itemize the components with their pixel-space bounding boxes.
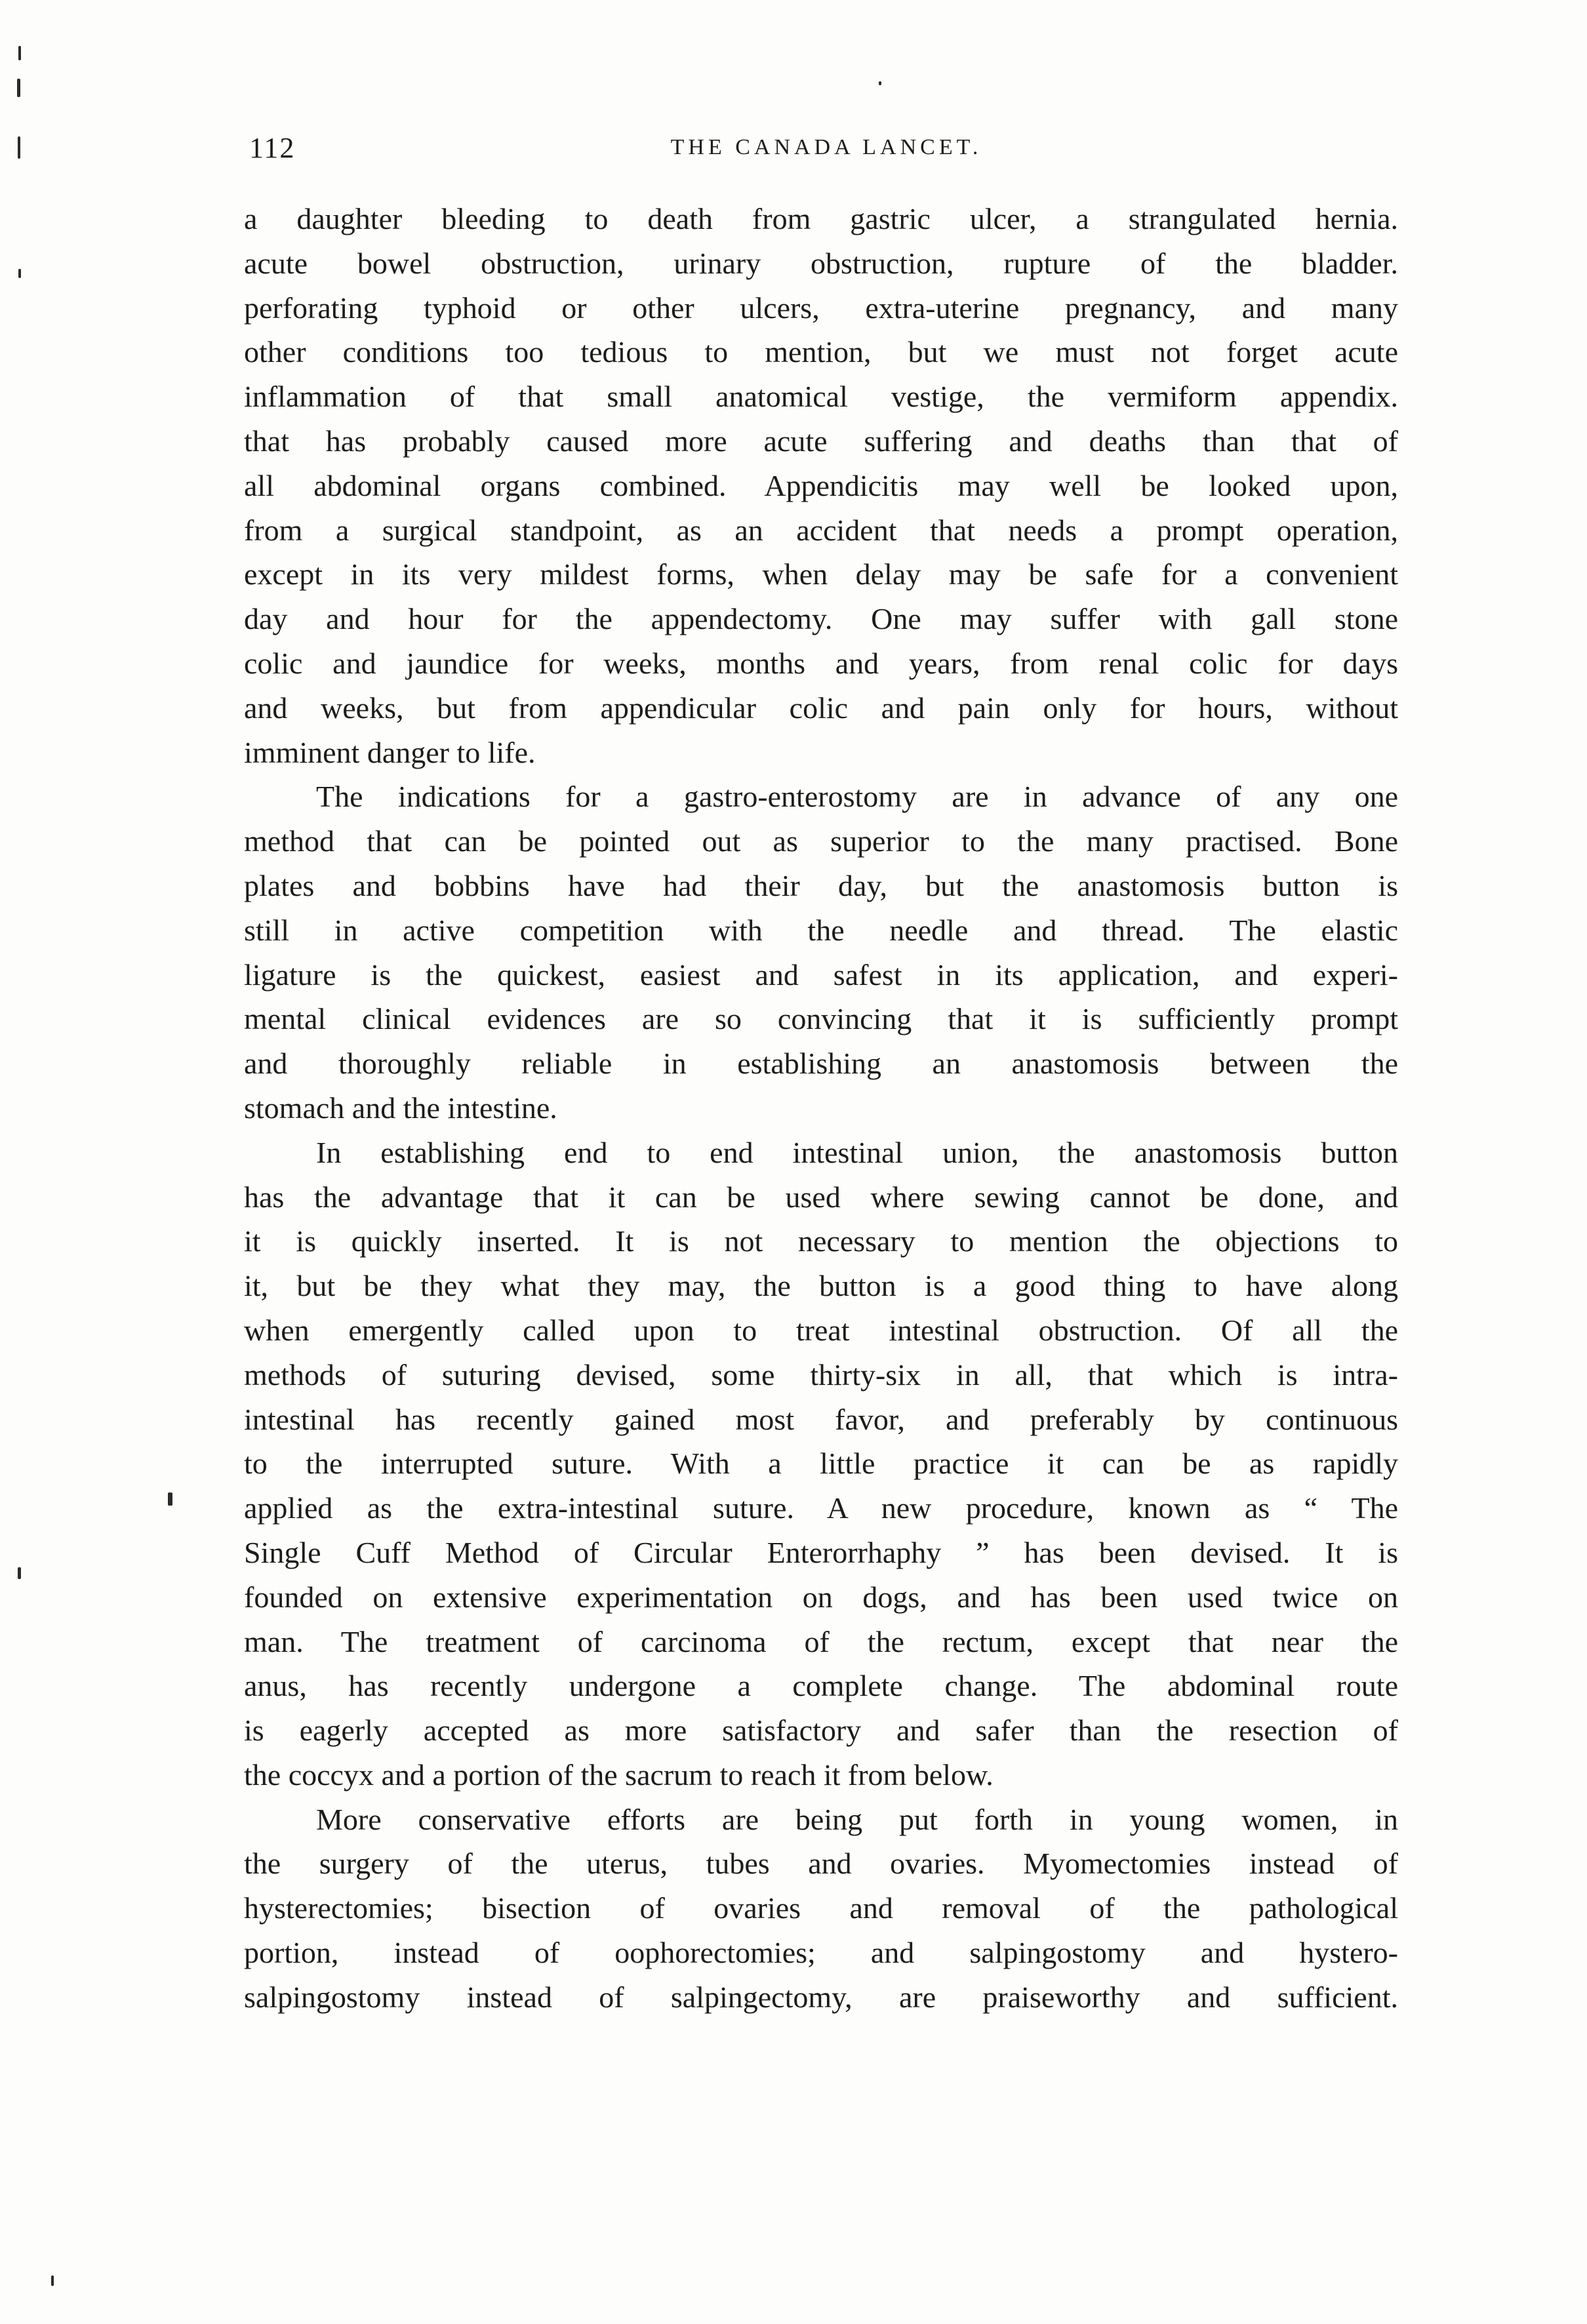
page-number: 112 — [249, 132, 296, 164]
text-line: other conditions too tedious to mention, but we must not forget acute — [244, 335, 1398, 369]
text-line: In establishing end to end intestinal union, the anastomosis button — [316, 1135, 1398, 1169]
scan-speck — [168, 1493, 172, 1506]
text-line: all abdominal organs combined. Appendicitis may well be looked upon, — [244, 468, 1398, 502]
text-line: and thoroughly reliable in establishing an anastomosis between the — [244, 1047, 1398, 1081]
text-line: method that can be pointed out as superior to the many practised. Bone — [244, 824, 1398, 858]
text-line: perforating typhoid or other ulcers, extra-uterine pregnancy, and many — [244, 290, 1398, 325]
scan-speck — [879, 81, 881, 85]
text-line: applied as the extra-intestinal suture. A new procedure, known as “ The — [244, 1491, 1398, 1525]
text-line: ligature is the quickest, easiest and safest in its application, and experi- — [244, 957, 1398, 992]
text-line: and weeks, but from appendicular colic and pain only for hours, without — [244, 691, 1398, 725]
text-line: More conservative efforts are being put forth in young women, in — [316, 1802, 1398, 1836]
text-line: day and hour for the appendectomy. One may suffer with gall stone — [244, 602, 1398, 636]
text-line: man. The treatment of carcinoma of the rectum, except that near the — [244, 1624, 1398, 1658]
text-line: imminent danger to life. — [244, 735, 536, 769]
text-line: salpingostomy instead of salpingectomy, are praiseworthy and sufficient. — [244, 1980, 1398, 2014]
text-line: inflammation of that small anatomical vestige, the vermiform appendix. — [244, 380, 1398, 414]
scan-speck — [18, 1567, 21, 1579]
text-line: when emergently called upon to treat intestinal obstruction. Of all the — [244, 1313, 1398, 1347]
text-line: stomach and the intestine. — [244, 1091, 557, 1125]
text-line: it is quickly inserted. It is not necessary to mention the objections to — [244, 1224, 1398, 1258]
text-line: plates and bobbins have had their day, but the anastomosis button is — [244, 868, 1398, 902]
scan-speck — [51, 2275, 54, 2286]
text-line: to the interrupted suture. With a little practice it can be as rapidly — [244, 1447, 1398, 1481]
text-line: The indications for a gastro-enterostomy are in advance of any one — [316, 780, 1398, 814]
text-line: acute bowel obstruction, urinary obstruction, rupture of the bladder. — [244, 246, 1398, 280]
text-line: Single Cuff Method of Circular Enterorrhaphy ” has been devised. It is — [244, 1535, 1398, 1569]
text-line: from a surgical standpoint, as an accident that needs a prompt operation, — [244, 513, 1398, 547]
text-line: methods of suturing devised, some thirty-six in all, that which is intra- — [244, 1357, 1398, 1392]
text-line: still in active competition with the needle and thread. The elastic — [244, 913, 1398, 947]
scan-speck — [18, 269, 21, 278]
text-line: mental clinical evidences are so convincing that it is sufficiently prompt — [244, 1002, 1398, 1036]
text-line: hysterectomies; bisection of ovaries and removal of the pathological — [244, 1891, 1398, 1925]
body-text — [244, 197, 1398, 2020]
scan-speck — [18, 46, 21, 60]
scan-speck — [18, 136, 20, 159]
text-line: the surgery of the uterus, tubes and ovaries. Myomectomies instead of — [244, 1847, 1398, 1881]
text-line: is eagerly accepted as more satisfactory and safer than the resection of — [244, 1713, 1398, 1748]
text-line: a daughter bleeding to death from gastric ulcer, a strangulated hernia. — [244, 202, 1398, 235]
text-line: that has probably caused more acute suffering and deaths than that of — [244, 424, 1398, 458]
text-line: colic and jaundice for weeks, months and years, from renal colic for days — [244, 646, 1398, 680]
running-title: THE CANADA LANCET. — [670, 135, 982, 159]
text-line: has the advantage that it can be used where sewing cannot be done, and — [244, 1180, 1398, 1214]
page-header — [249, 131, 1403, 170]
scan-speck — [17, 79, 20, 97]
text-line: except in its very mildest forms, when delay may be safe for a convenient — [244, 557, 1398, 591]
text-line: founded on extensive experimentation on dogs, and has been used twice on — [244, 1580, 1398, 1614]
text-line: portion, instead of oophorectomies; and salpingostomy and hystero- — [244, 1936, 1398, 1970]
text-line: anus, has recently undergone a complete change. The abdominal route — [244, 1669, 1398, 1703]
text-line: the coccyx and a portion of the sacrum to reach it from below. — [244, 1757, 994, 1792]
text-line: intestinal has recently gained most favor, and preferably by continuous — [244, 1402, 1398, 1436]
text-line: it, but be they what they may, the button is a good thing to have along — [244, 1269, 1398, 1303]
